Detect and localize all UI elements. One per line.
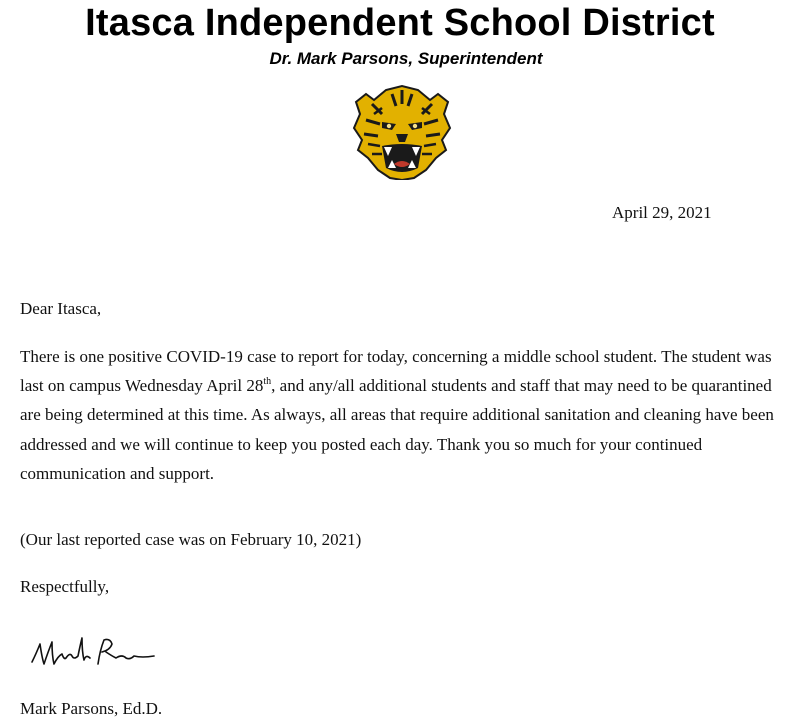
- tiger-mascot-icon: [352, 84, 452, 180]
- letter-greeting: Dear Itasca,: [20, 299, 102, 318]
- body-text-part1: There is one positive COVID-19 case to report for today, concerning a middle school student. The student was last on campus Wednesday April 28: [20, 347, 772, 396]
- letter-body-paragraph: [20, 342, 790, 488]
- letter-closing: Respectfully,: [20, 577, 110, 596]
- signer-name: Mark Parsons, Ed.D.: [20, 699, 163, 718]
- letterhead-title: Itasca Independent School District: [85, 2, 715, 44]
- date-ordinal-suffix: th: [263, 375, 272, 387]
- last-case-note: (Our last reported case was on February 10, 2021): [20, 530, 362, 549]
- letterhead-subtitle: Dr. Mark Parsons, Superintendent: [269, 49, 543, 68]
- letter-date: April 29, 2021: [612, 203, 712, 222]
- handwritten-signature: [30, 634, 156, 672]
- body-text-part2: , and any/all additional students and staff that may need to be quarantined are being determined at this time. As always, all areas that require additional sanitation and cleaning have been addressed and we will continue to keep you posted each day. Thank you so much for your continued communication and support.: [20, 376, 774, 483]
